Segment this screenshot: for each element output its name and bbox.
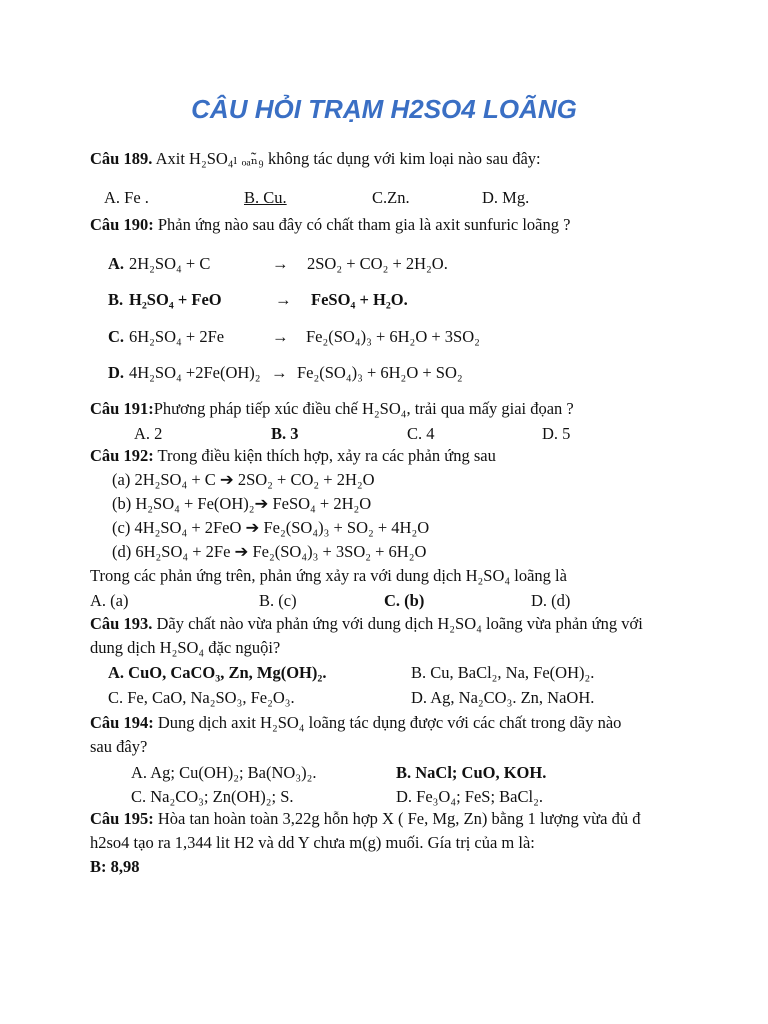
option-c: C.Zn. bbox=[372, 188, 410, 207]
page-title: CÂU HỎI TRẠM H2SO4 LOÃNG bbox=[191, 94, 577, 124]
option-b: B. 3 bbox=[271, 424, 299, 443]
arrow: → bbox=[271, 363, 288, 382]
options-191 bbox=[0, 424, 768, 446]
option-c: C. Na₂CO₃; Zn(OH)₂; S. bbox=[131, 787, 294, 806]
equation-rhs: FeSO₄ + H₂O. bbox=[311, 290, 408, 309]
question-text: Dãy chất nào vừa phản ứng với dung dịch H₂SO₄ loãng vừa phản ứng với bbox=[156, 614, 643, 633]
equation-lhs: 6H₂SO₄ + 2Fe bbox=[129, 327, 225, 346]
question-text: Hòa tan hoàn toàn 3,22g hỗn hợp X ( Fe, Mg, Zn) bằng 1 lượng vừa đủ đ bbox=[157, 809, 641, 828]
options-194-row2 bbox=[0, 787, 768, 809]
reaction-a: (a) 2H₂SO₄ + C ➔ 2SO₂ + CO₂ + 2H₂O bbox=[112, 470, 375, 489]
option-c: C. 4 bbox=[407, 424, 435, 443]
option-a: A. CuO, CaCO₃, Zn, Mg(OH)₂. bbox=[108, 663, 327, 682]
equation-rhs: Fe₂(SO₄)₃ + 6H₂O + SO₂ bbox=[297, 363, 463, 382]
options-189 bbox=[0, 188, 768, 210]
option-c: C. (b) bbox=[384, 591, 425, 610]
question-194 bbox=[90, 714, 621, 733]
question-191 bbox=[90, 400, 574, 419]
option-d: D. Ag, Na₂CO₃. Zn, NaOH. bbox=[411, 688, 595, 707]
option-a: A. Fe . bbox=[104, 188, 149, 207]
question-text: Trong điều kiện thích hợp, xảy ra các phản ứng sau bbox=[157, 446, 496, 465]
question-193-cont: dung dịch H₂SO₄ đặc nguội? bbox=[90, 638, 281, 657]
question-label: Câu 193. bbox=[90, 614, 153, 633]
question-label: Câu 192: bbox=[90, 446, 154, 465]
question-text: Phương pháp tiếp xúc điều chế H₂SO₄, trải qua mấy giai đọan ? bbox=[153, 399, 574, 418]
option-a: A. 2 bbox=[134, 424, 163, 443]
question-label: Câu 190: bbox=[90, 215, 154, 234]
question-label: Câu 189. bbox=[90, 149, 153, 168]
option-d: D. 5 bbox=[542, 424, 571, 443]
option-d: D. Fe₃O₄; FeS; BaCl₂. bbox=[396, 787, 543, 806]
reaction-d: (d) 6H₂SO₄ + 2Fe ➔ Fe₂(SO₄)₃ + 3SO₂ + 6H₂O bbox=[112, 542, 427, 561]
equation-lhs: 2H₂SO₄ + C bbox=[129, 254, 211, 273]
question-193 bbox=[90, 615, 643, 634]
option-b: B. NaCl; CuO, KOH. bbox=[396, 763, 547, 782]
option-d: D. bbox=[108, 363, 125, 382]
option-b: B. Cu. bbox=[244, 188, 287, 207]
options-193-row2 bbox=[0, 688, 768, 710]
equation-lhs: 4H₂SO₄ +2Fe(OH)₂ bbox=[129, 363, 261, 382]
option-b: B. Cu, BaCl₂, Na, Fe(OH)₂. bbox=[411, 663, 595, 682]
equation-row-d bbox=[0, 363, 768, 385]
option-c: C. bbox=[108, 327, 125, 346]
equation-lhs: H₂SO₄ + FeO bbox=[129, 290, 222, 309]
question-190 bbox=[90, 216, 570, 235]
equation-row-a bbox=[0, 254, 768, 276]
equation-rhs: Fe₂(SO₄)₃ + 6H₂O + 3SO₂ bbox=[306, 327, 480, 346]
question-label: Câu 194: bbox=[90, 713, 154, 732]
question-195 bbox=[90, 810, 640, 829]
question-text: Phản ứng nào sau đây có chất tham gia là axit sunfuric loãng ? bbox=[157, 215, 571, 234]
options-192 bbox=[0, 591, 768, 613]
equation-rhs: 2SO₂ + CO₂ + 2H₂O. bbox=[307, 254, 448, 273]
option-a: A. (a) bbox=[90, 591, 129, 610]
arrow: → bbox=[272, 327, 289, 346]
question-text: Dung dịch axit H₂SO₄ loãng tác dụng được với các chất trong dãy nào bbox=[157, 713, 622, 732]
question-195-cont: h2so4 tạo ra 1,344 lit H2 và dd Y chưa m(g) muối. Gía trị của m là: bbox=[90, 833, 535, 852]
question-194-cont: sau đây? bbox=[90, 737, 148, 756]
option-a: A. Ag; Cu(OH)₂; Ba(NO₃)₂. bbox=[131, 763, 317, 782]
option-b: B. (c) bbox=[259, 591, 297, 610]
arrow: → bbox=[275, 290, 292, 309]
reaction-b: (b) H₂SO₄ + Fe(OH)₂➔ FeSO₄ + 2H₂O bbox=[112, 494, 372, 513]
question-192-prompt: Trong các phản ứng trên, phản ứng xảy ra với dung dịch H₂SO₄ loãng là bbox=[90, 566, 567, 585]
option-c: C. Fe, CaO, Na₂SO₃, Fe₂O₃. bbox=[108, 688, 295, 707]
equation-row-b bbox=[0, 290, 768, 312]
equation-row-c bbox=[0, 327, 768, 349]
arrow: → bbox=[272, 254, 289, 273]
question-189 bbox=[90, 150, 541, 169]
option-d: D. (d) bbox=[531, 591, 571, 610]
options-194-row1 bbox=[0, 763, 768, 785]
answer-195: B: 8,98 bbox=[90, 857, 140, 876]
option-a: A. bbox=[108, 254, 125, 273]
reaction-c: (c) 4H₂SO₄ + 2FeO ➔ Fe₂(SO₄)₃ + SO₂ + 4H₂O bbox=[112, 518, 430, 537]
option-d: D. Mg. bbox=[482, 188, 530, 207]
option-b: B. bbox=[108, 290, 124, 309]
question-label: Câu 191: bbox=[90, 399, 154, 418]
question-192 bbox=[90, 447, 496, 466]
options-193-row1 bbox=[0, 663, 768, 685]
question-label: Câu 195: bbox=[90, 809, 154, 828]
question-text: Axit H₂SO₄ₗ ₒₐ̃ₙ₉ không tác dụng với kim loại nào sau đây: bbox=[155, 149, 541, 168]
